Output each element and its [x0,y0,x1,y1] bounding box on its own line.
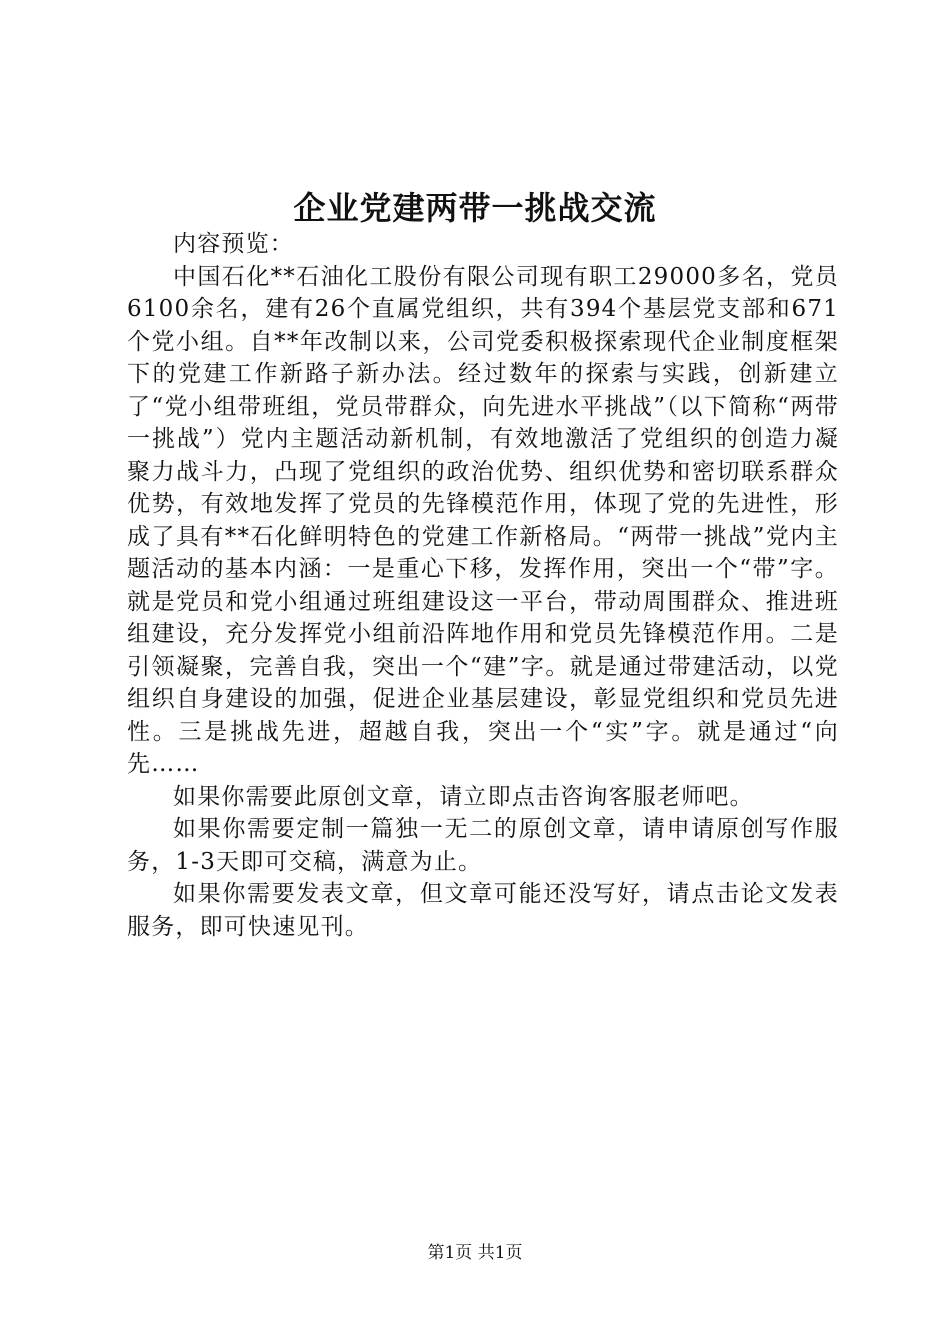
body-paragraph-main: 中国石化**石油化工股份有限公司现有职工29000多名，党员6100余名，建有26个直属党组织，共有394个基层党支部和671个党小组。自**年改制以来，公司党委积极探索现代企业制度框架下的党建工作新路子新办法。经过数年的探索与实践，创新建立了“党小组带班组，党员带群众，向先进水平挑战”（以下简称“两带一挑战”）党内主题活动新机制，有效地激活了党组织的创造力凝聚力战斗力，凸现了党组织的政治优势、组织优势和密切联系群众优势，有效地发挥了党员的先锋模范作用，体现了党的先进性，形成了具有**石化鲜明特色的党建工作新格局。“两带一挑战”党内主题活动的基本内涵：一是重心下移，发挥作用，突出一个“带”字。就是党员和党小组通过班组建设这一平台，带动周围群众、推进班组建设，充分发挥党小组前沿阵地作用和党员先锋模范作用。二是引领凝聚，完善自我，突出一个“建”字。就是通过带建活动，以党组织自身建设的加强，促进企业基层建设，彰显党组织和党员先进性。三是挑战先进，超越自我，突出一个“实”字。就是通过“向先…… [127,263,839,777]
body-paragraph-publish: 如果你需要发表文章，但文章可能还没写好，请点击论文发表服务，即可快速见刊。 [127,881,839,940]
preview-label: 内容预览： [173,231,294,257]
document-title: 企业党建两带一挑战交流 [293,189,657,227]
body-paragraph-consult: 如果你需要此原创文章，请立即点击咨询客服老师吧。 [173,783,754,810]
body-paragraph-custom: 如果你需要定制一篇独一无二的原创文章，请申请原创写作服务，1-3天即可交稿，满意为止。 [127,816,839,875]
document-body [127,228,839,943]
page-footer: 第1页 共1页 [427,1243,523,1263]
